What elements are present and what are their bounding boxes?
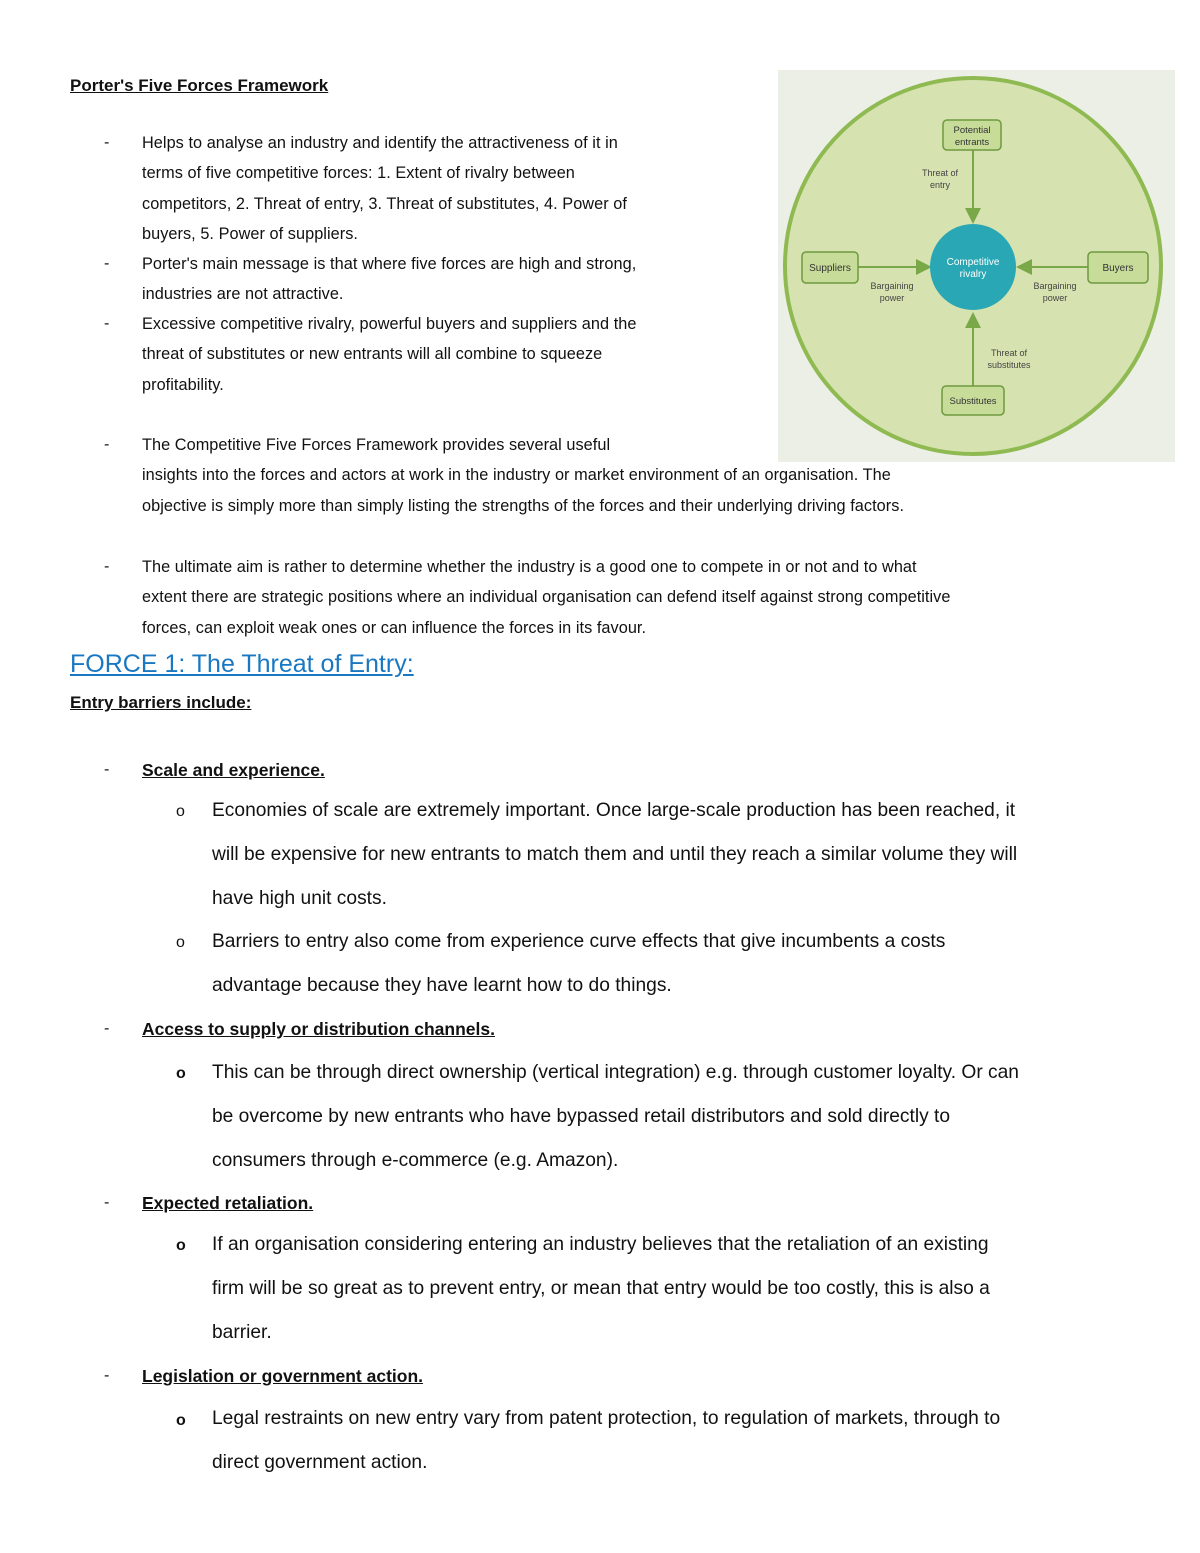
text-line: insights into the forces and actors at work in the industry or market environment of an organisation. The [142,466,891,485]
bullet-marker: o [176,1065,186,1082]
text-line: barrier. [212,1321,272,1343]
section-heading-scale: Scale and experience. [142,760,325,780]
text-line: Legal restraints on new entry vary from patent protection, to regulation of markets, through to [212,1408,1001,1429]
text-line: Helps to analyse an industry and identify the attractiveness of it in [142,134,618,152]
text-line: Excessive competitive rivalry, powerful buyers and suppliers and the [142,315,637,333]
section-heading-access: Access to supply or distribution channels. [142,1019,495,1039]
bullet-marker: o [176,1237,186,1254]
bullet-marker: o [176,1412,186,1429]
threat-substitutes-label-1: Threat of [990,348,1028,358]
center-label-1: Competitive [946,257,1000,268]
section-dash: - [104,761,110,778]
section-heading-legislation: Legislation or government action. [142,1366,424,1386]
bargaining-right-label-2: power [1042,293,1068,303]
bullet-text [212,1397,1152,1485]
text-line: be overcome by new entrants who have bypassed retail distributors and sold directly to [212,1105,951,1127]
text-line: The Competitive Five Forces Framework provides several useful [142,436,611,454]
text-line: competitors, 2. Threat of entry, 3. Threat of substitutes, 4. Power of [142,194,627,213]
text-line: direct government action. [212,1451,428,1473]
section-dash: - [104,1367,110,1384]
threat-entry-label-1: Threat of [921,168,959,178]
list-dash: - [104,558,110,575]
bargaining-right-label-1: Bargaining [1033,281,1077,291]
text-line: objective is simply more than simply listing the strengths of the forces and their underlying driving factors. [142,496,905,515]
five-forces-diagram [778,70,1175,462]
bullet-text [212,789,1152,920]
section-dash: - [104,1020,110,1037]
text-line: Economies of scale are extremely important. Once large-scale production has been reached, it [212,800,1016,821]
list-item [142,128,627,249]
text-line: industries are not attractive. [142,285,344,304]
text-line: will be expensive for new entrants to match them and until they reach a similar volume they will [212,843,1018,865]
bargaining-left-label-2: power [879,293,905,303]
text-line: firm will be so great as to prevent entry, or mean that entry would be too costly, this is also a [212,1277,990,1299]
list-dash: - [104,134,110,151]
text-line: consumers through e-commerce (e.g. Amazon). [212,1149,619,1171]
text-line: threat of substitutes or new entrants will all combine to squeeze [142,345,603,364]
bullet-text [212,1223,1152,1354]
entrants-label-1: Potential [953,125,991,136]
bargaining-left-label-1: Bargaining [870,281,914,291]
buyers-label: Buyers [1102,263,1134,274]
text-line: advantage because they have learnt how to do things. [212,974,672,996]
section-heading-retaliation: Expected retaliation. [142,1193,314,1213]
text-line: terms of five competitive forces: 1. Extent of rivalry between [142,164,575,183]
list-item [142,249,636,310]
list-dash: - [104,255,110,272]
text-line: If an organisation considering entering an industry believes that the retaliation of an existing [212,1234,989,1255]
text-line: This can be through direct ownership (vertical integration) e.g. through customer loyalty. Or can [212,1062,1019,1083]
suppliers-label: Suppliers [809,263,851,274]
bullet-marker: o [176,934,185,951]
text-line: forces, can exploit weak ones or can influence the forces in its favour. [142,618,647,637]
list-item [142,309,636,400]
list-dash: - [104,315,110,332]
list-dash: - [104,436,110,453]
text-line: buyers, 5. Power of suppliers. [142,224,358,243]
threat-substitutes-label-2: substitutes [987,360,1031,370]
text-line: Porter's main message is that where five forces are high and strong, [142,255,637,273]
list-item [142,552,950,643]
text-line: profitability. [142,375,224,394]
page-title: Porter's Five Forces Framework [70,76,329,95]
text-line: Barriers to entry also come from experience curve effects that give incumbents a costs [212,931,946,952]
entry-barriers-heading: Entry barriers include: [70,693,252,712]
threat-entry-label-2: entry [929,180,951,190]
text-line: extent there are strategic positions where an individual organisation can defend itself against strong competitive [142,588,951,607]
bullet-text [212,920,1152,1008]
bullet-text [212,1051,1152,1182]
bullet-marker: o [176,803,185,820]
text-line: The ultimate aim is rather to determine whether the industry is a good one to compete in or not and to what [142,558,917,576]
substitutes-label: Substitutes [949,396,997,407]
text-line: have high unit costs. [212,887,387,909]
section-dash: - [104,1194,110,1211]
entrants-label-2: entrants [954,137,990,148]
force-heading: FORCE 1: The Threat of Entry: [70,650,414,678]
center-label-2: rivalry [959,269,987,280]
